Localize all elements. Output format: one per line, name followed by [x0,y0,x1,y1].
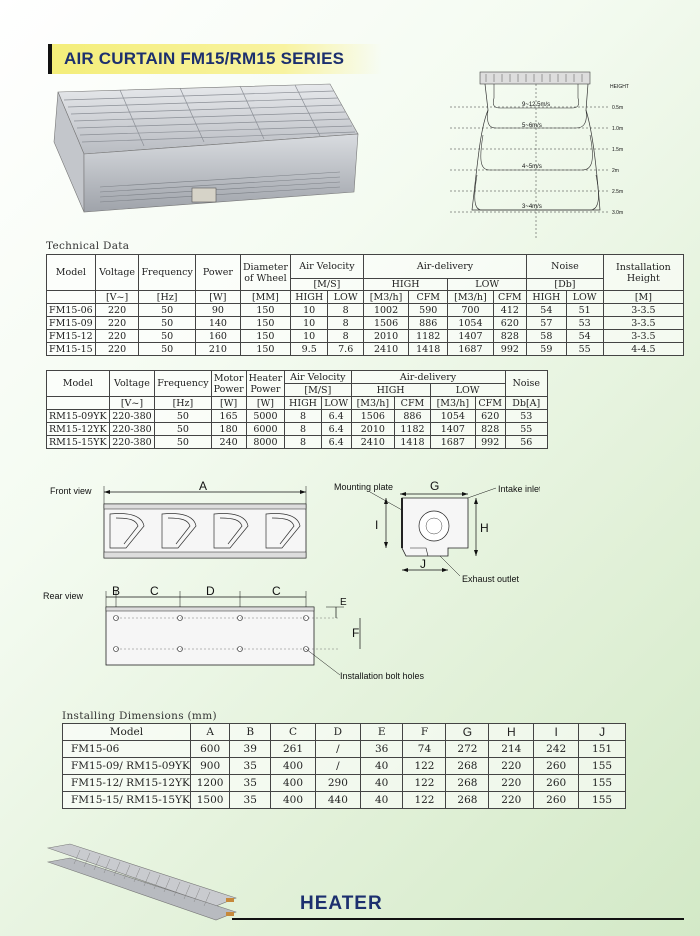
value-cell: 2410 [363,343,408,356]
dim-header-e: E [360,724,403,741]
col-header-install-height: Installation Height [603,255,683,291]
front-view-drawing [44,478,324,577]
value-cell: 1687 [448,343,493,356]
value-cell: 220 [489,758,534,775]
value-cell: 54 [527,304,566,317]
value-cell: 272 [446,741,489,758]
value-cell: 150 [240,317,290,330]
value-cell: 150 [240,304,290,317]
height-tick: 1.5m [612,147,624,153]
value-cell: 10 [290,317,328,330]
sub-m3h: [M3/h] [448,291,493,304]
value-cell: 220-380 [109,436,155,449]
zone-label: 5~6m/s [522,123,542,129]
value-cell: 6.4 [321,436,351,449]
value-cell: 51 [566,304,603,317]
value-cell: 5000 [246,410,285,423]
value-cell: 6.4 [321,423,351,436]
col-header-frequency: Frequency [139,255,195,291]
page-title: AIR CURTAIN FM15/RM15 SERIES [64,49,345,68]
value-cell: 53 [566,317,603,330]
dimension-c2-label: C [272,584,281,598]
dimension-h-label: H [480,521,489,535]
value-cell: 36 [360,741,403,758]
col-header-model: Model [47,371,110,397]
sub-cfm: CFM [475,397,505,410]
value-cell: 220 [95,343,139,356]
intake-inlet-label: Intake inlet [498,484,540,494]
table-row [47,304,684,317]
dimension-a-label: A [199,479,208,493]
value-cell: 7.6 [328,343,363,356]
value-cell: 260 [534,792,579,809]
zone-label: 9~12.5m/s [522,102,551,108]
dim-header-d: D [315,724,360,741]
value-cell: 290 [315,775,360,792]
table-row [47,343,684,356]
value-cell: 992 [475,436,505,449]
rm-spec-table [46,370,548,449]
sub-cfm: CFM [409,291,448,304]
sub-cfm: CFM [493,291,527,304]
table-row [63,758,626,775]
value-cell: 268 [446,792,489,809]
value-cell: 220 [489,792,534,809]
value-cell: 1407 [448,330,493,343]
col-header-model: Model [47,255,96,291]
model-cell: FM15-06 [63,741,191,758]
value-cell: 242 [534,741,579,758]
value-cell: 35 [230,792,271,809]
col-header-air-delivery: Air-delivery [363,255,526,279]
installation-bolt-holes-label: Installation bolt holes [340,671,425,681]
unit-velocity: [M/S] [290,279,363,291]
value-cell: 58 [527,330,566,343]
value-cell: 50 [155,410,211,423]
value-cell: 54 [566,330,603,343]
col-header-frequency: Frequency [155,371,211,397]
value-cell: 35 [230,775,271,792]
col-header-diameter: Diameter of Wheel [240,255,290,291]
value-cell: 50 [155,436,211,449]
height-tick: 2m [612,168,619,174]
table-row [63,792,626,809]
value-cell: 74 [403,741,446,758]
unit-blank [47,397,110,410]
value-cell: 50 [139,317,195,330]
dim-header-f: F [403,724,446,741]
air-curtain-photo [40,82,360,221]
model-cell: FM15-15/ RM15-15YK [63,792,191,809]
value-cell: 886 [395,410,431,423]
value-cell: 1687 [430,436,475,449]
value-cell: 50 [155,423,211,436]
value-cell: 59 [527,343,566,356]
sub-cfm: CFM [395,397,431,410]
col-header-air-velocity: Air Velocity [285,371,351,384]
value-cell: 40 [360,792,403,809]
unit-low: LOW [430,384,505,397]
sub-high: HIGH [285,397,322,410]
value-cell: 151 [579,741,626,758]
table-row [47,436,548,449]
sub-noise-high: HIGH [527,291,566,304]
value-cell: 1418 [395,436,431,449]
sub-low: LOW [328,291,363,304]
value-cell: 53 [505,410,548,423]
model-cell: FM15-09/ RM15-09YK [63,758,191,775]
dim-header-c: C [271,724,316,741]
unit-noise: [Db] [527,279,604,291]
col-header-power: Power [195,255,240,291]
value-cell: 8 [328,317,363,330]
unit-high: HIGH [363,279,447,291]
model-cell: FM15-12 [47,330,96,343]
value-cell: 8 [285,436,322,449]
value-cell: 150 [240,343,290,356]
value-cell: 55 [566,343,603,356]
unit-velocity: [M/S] [285,384,351,397]
model-cell: FM15-15 [47,343,96,356]
value-cell: 260 [534,758,579,775]
dim-header-j: J [579,724,626,741]
value-cell: 122 [403,775,446,792]
value-cell: 2010 [363,330,408,343]
value-cell: 1200 [190,775,229,792]
table-row [47,317,684,330]
col-header-air-delivery: Air-delivery [351,371,505,384]
value-cell: 35 [230,758,271,775]
unit-diameter: [MM] [240,291,290,304]
value-cell: 4-4.5 [603,343,683,356]
sub-low: LOW [321,397,351,410]
height-tick: 1.0m [612,126,624,132]
value-cell: 39 [230,741,271,758]
value-cell: 3-3.5 [603,304,683,317]
value-cell: 8 [328,330,363,343]
unit-low: LOW [448,279,527,291]
col-header-voltage: Voltage [109,371,155,397]
model-cell: RM15-15YK [47,436,110,449]
dimension-c-label: C [150,584,159,598]
value-cell: 240 [211,436,246,449]
technical-data-label: Technical Data [46,240,130,252]
dimension-i-label: I [375,518,379,532]
value-cell: 828 [493,330,527,343]
footer-heater-label: HEATER [300,893,383,914]
dimension-e-label: E [340,597,347,608]
value-cell: 1407 [430,423,475,436]
value-cell: 50 [139,304,195,317]
value-cell: 155 [579,758,626,775]
value-cell: 400 [271,775,316,792]
value-cell: 90 [195,304,240,317]
col-header-motor-power: Motor Power [211,371,246,397]
col-header-noise: Noise [527,255,604,279]
value-cell: 2010 [351,423,395,436]
col-header-noise: Noise [505,371,548,397]
installing-dimensions-table [62,723,626,809]
value-cell: 3-3.5 [603,317,683,330]
installing-dimensions-label: Installing Dimensions (mm) [62,710,217,722]
side-view-drawing [330,474,540,598]
table-row [47,423,548,436]
col-header-heater-power: Heater Power [246,371,285,397]
zone-label: 4~5m/s [522,164,542,170]
model-cell: FM15-09 [47,317,96,330]
value-cell: 3-3.5 [603,330,683,343]
value-cell: 1506 [363,317,408,330]
value-cell: 122 [403,792,446,809]
value-cell: 261 [271,741,316,758]
rear-view-drawing [40,583,440,691]
value-cell: 8000 [246,436,285,449]
sub-noise-low: LOW [566,291,603,304]
value-cell: 6000 [246,423,285,436]
value-cell: 992 [493,343,527,356]
value-cell: 220 [489,775,534,792]
value-cell: 55 [505,423,548,436]
value-cell: 600 [190,741,229,758]
value-cell: / [315,758,360,775]
rear-view-label: Rear view [43,591,84,601]
dimension-f-label: F [352,626,360,640]
sub-m3h: [M3/h] [351,397,395,410]
value-cell: 1418 [409,343,448,356]
unit-noise: Db[A] [505,397,548,410]
value-cell: 8 [285,410,322,423]
value-cell: 1182 [395,423,431,436]
table-row [63,775,626,792]
dimension-b-label: B [112,584,121,598]
sub-high: HIGH [290,291,328,304]
value-cell: 620 [475,410,505,423]
value-cell: 1500 [190,792,229,809]
value-cell: 220-380 [109,423,155,436]
dim-header-a: A [190,724,229,741]
value-cell: 210 [195,343,240,356]
value-cell: 590 [409,304,448,317]
velocity-diagram [450,70,640,249]
front-view-label: Front view [50,486,92,496]
unit-power: [W] [195,291,240,304]
value-cell: 268 [446,775,489,792]
table-row [47,330,684,343]
value-cell: 40 [360,758,403,775]
dim-header-g: G [446,724,489,741]
unit-high: HIGH [351,384,430,397]
value-cell: 214 [489,741,534,758]
unit-install: [M] [603,291,683,304]
value-cell: 886 [409,317,448,330]
unit-frequency: [Hz] [139,291,195,304]
value-cell: 1054 [430,410,475,423]
value-cell: 56 [505,436,548,449]
value-cell: 620 [493,317,527,330]
sub-m3h: [M3/h] [430,397,475,410]
unit-voltage: [V~] [95,291,139,304]
dim-header-h: H [489,724,534,741]
unit-heater: [W] [246,397,285,410]
value-cell: 50 [139,343,195,356]
value-cell: 9.5 [290,343,328,356]
value-cell: 10 [290,304,328,317]
value-cell: 180 [211,423,246,436]
value-cell: 700 [448,304,493,317]
height-tick: 0.5m [612,105,624,111]
value-cell: 150 [240,330,290,343]
model-cell: RM15-12YK [47,423,110,436]
value-cell: 155 [579,775,626,792]
value-cell: 260 [534,775,579,792]
value-cell: 828 [475,423,505,436]
unit-blank [47,291,96,304]
value-cell: 220-380 [109,410,155,423]
value-cell: 412 [493,304,527,317]
value-cell: 900 [190,758,229,775]
value-cell: 8 [328,304,363,317]
dim-header-i: I [534,724,579,741]
dimension-j-label: J [420,557,426,571]
unit-motor: [W] [211,397,246,410]
footer-divider [232,918,684,920]
value-cell: 400 [271,758,316,775]
dim-header-b: B [230,724,271,741]
unit-frequency: [Hz] [155,397,211,410]
sub-m3h: [M3/h] [363,291,408,304]
model-cell: FM15-12/ RM15-12YK [63,775,191,792]
value-cell: 400 [271,792,316,809]
value-cell: 155 [579,792,626,809]
value-cell: 160 [195,330,240,343]
col-header-air-velocity: Air Velocity [290,255,363,279]
zone-label: 3~4m/s [522,204,542,210]
value-cell: 10 [290,330,328,343]
value-cell: 40 [360,775,403,792]
dimension-d-label: D [206,584,215,598]
value-cell: 220 [95,317,139,330]
height-tick: 3.0m [612,210,624,216]
model-cell: RM15-09YK [47,410,110,423]
value-cell: 6.4 [321,410,351,423]
value-cell: 8 [285,423,322,436]
heater-element-photo [40,842,240,926]
value-cell: 220 [95,330,139,343]
value-cell: 268 [446,758,489,775]
value-cell: 50 [139,330,195,343]
value-cell: 220 [95,304,139,317]
title-banner [48,44,382,74]
col-header-voltage: Voltage [95,255,139,291]
dim-header-model: Model [63,724,191,741]
unit-voltage: [V~] [109,397,155,410]
table-row [47,410,548,423]
value-cell: 140 [195,317,240,330]
mounting-plate-label: Mounting plate [334,482,394,492]
value-cell: 440 [315,792,360,809]
fm-spec-table [46,254,684,356]
model-cell: FM15-06 [47,304,96,317]
height-header: HEIGHT [610,84,629,90]
value-cell: 122 [403,758,446,775]
value-cell: 165 [211,410,246,423]
dimension-g-label: G [430,479,440,493]
value-cell: 2410 [351,436,395,449]
value-cell: 1054 [448,317,493,330]
value-cell: 1182 [409,330,448,343]
exhaust-outlet-label: Exhaust outlet [462,574,520,584]
table-row [63,741,626,758]
value-cell: 1506 [351,410,395,423]
value-cell: 57 [527,317,566,330]
value-cell: / [315,741,360,758]
value-cell: 1002 [363,304,408,317]
height-tick: 2.5m [612,189,624,195]
